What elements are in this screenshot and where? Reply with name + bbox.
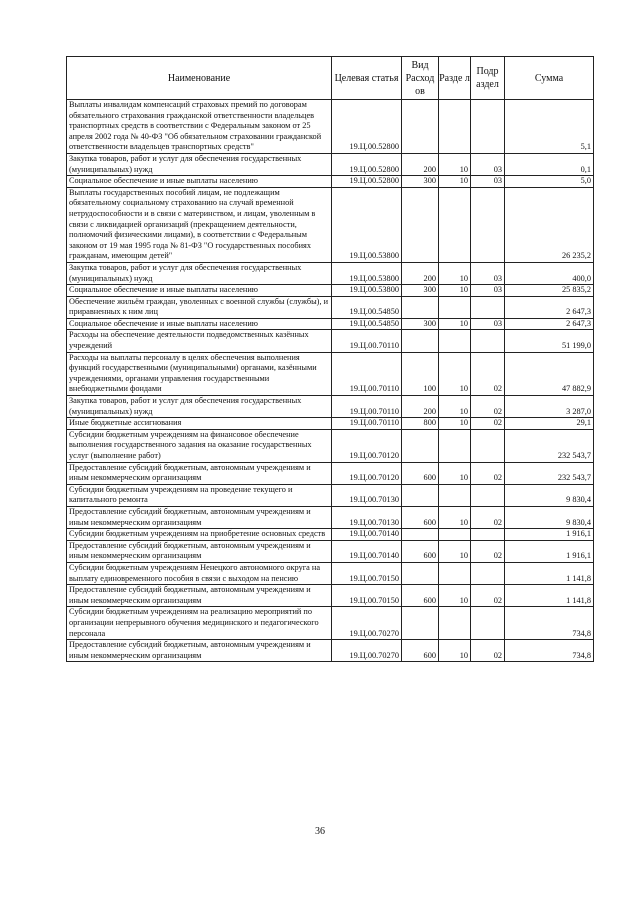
- row-sum: 26 235,2: [505, 187, 594, 262]
- row-target-article: 19.Ц.00.52800: [332, 153, 402, 175]
- row-name: Закупка товаров, работ и услуг для обеспечения государственных (муниципальных) нужд: [67, 153, 332, 175]
- table-header-row: [67, 57, 594, 100]
- row-subsection: 02: [471, 640, 505, 662]
- row-name: Предоставление субсидий бюджетным, автономным учреждениям и иным некоммерческим организациям: [67, 462, 332, 484]
- row-subsection: [471, 484, 505, 506]
- row-sum: 1 916,1: [505, 529, 594, 541]
- row-subsection: 03: [471, 176, 505, 188]
- row-expense-type: [402, 296, 439, 318]
- row-section: [439, 562, 471, 584]
- row-name: Предоставление субсидий бюджетным, автономным учреждениям и иным некоммерческим организациям: [67, 585, 332, 607]
- row-subsection: [471, 330, 505, 352]
- row-expense-type: [402, 562, 439, 584]
- row-expense-type: [402, 607, 439, 640]
- row-expense-type: 300: [402, 176, 439, 188]
- row-subsection: 02: [471, 585, 505, 607]
- row-target-article: 19.Ц.00.54850: [332, 318, 402, 330]
- row-section: [439, 187, 471, 262]
- row-target-article: 19.Ц.00.70140: [332, 529, 402, 541]
- row-section: [439, 429, 471, 462]
- row-sum: 9 830,4: [505, 506, 594, 528]
- row-section: [439, 330, 471, 352]
- row-target-article: 19.Ц.00.70130: [332, 484, 402, 506]
- row-subsection: 02: [471, 462, 505, 484]
- page-number: 36: [315, 826, 325, 837]
- row-section: 10: [439, 262, 471, 284]
- row-target-article: 19.Ц.00.53800: [332, 285, 402, 297]
- row-sum: 51 199,0: [505, 330, 594, 352]
- row-expense-type: 100: [402, 352, 439, 395]
- row-expense-type: 300: [402, 318, 439, 330]
- table-row: [67, 153, 594, 175]
- row-section: 10: [439, 506, 471, 528]
- row-section: 10: [439, 153, 471, 175]
- row-expense-type: 200: [402, 396, 439, 418]
- table-row: [67, 330, 594, 352]
- row-subsection: 02: [471, 540, 505, 562]
- budget-table: [66, 56, 594, 662]
- row-name: Субсидии бюджетным учреждениям на реализацию мероприятий по организации непрерывного обучения медицинского и педагогического персонала: [67, 607, 332, 640]
- row-target-article: 19.Ц.00.70140: [332, 540, 402, 562]
- row-expense-type: 600: [402, 540, 439, 562]
- table-row: [67, 506, 594, 528]
- row-name: Предоставление субсидий бюджетным, автономным учреждениям и иным некоммерческим организациям: [67, 640, 332, 662]
- row-expense-type: 200: [402, 262, 439, 284]
- header-target-article: Целевая статья: [332, 57, 402, 100]
- row-sum: 29,1: [505, 418, 594, 430]
- row-target-article: 19.Ц.00.70110: [332, 330, 402, 352]
- row-name: Иные бюджетные ассигнования: [67, 418, 332, 430]
- row-expense-type: 600: [402, 640, 439, 662]
- row-section: 10: [439, 396, 471, 418]
- table-row: [67, 285, 594, 297]
- row-name: Субсидии бюджетным учреждениям на финансовое обеспечение выполнения государственного задания на оказание государственных услуг (выполнение работ): [67, 429, 332, 462]
- row-name: Предоставление субсидий бюджетным, автономным учреждениям и иным некоммерческим организациям: [67, 506, 332, 528]
- table-row: [67, 187, 594, 262]
- row-section: 10: [439, 540, 471, 562]
- row-subsection: 02: [471, 418, 505, 430]
- row-name: Закупка товаров, работ и услуг для обеспечения государственных (муниципальных) нужд: [67, 262, 332, 284]
- row-section: 10: [439, 285, 471, 297]
- row-sum: 734,8: [505, 607, 594, 640]
- row-section: [439, 296, 471, 318]
- row-name: Выплаты государственных пособий лицам, не подлежащим обязательному социальному страхованию на случай временной нетрудоспособности и в связи с материнством, и лицам, уволенным в связи с ликвидацией организаций (прекращением деятельности, полномочий физическими лицами), в соответствии с Федеральным законом от 19 мая 1995 года № 81-ФЗ "О государственных пособиях гражданам, имеющим детей": [67, 187, 332, 262]
- row-name: Субсидии бюджетным учреждениям Ненецкого автономного округа на выплату единовременного пособия в связи с выходом на пенсию: [67, 562, 332, 584]
- row-subsection: 03: [471, 262, 505, 284]
- row-name: Выплаты инвалидам компенсаций страховых премий по договорам обязательного страхования гражданской ответственности владельцев транспортных средств в соответствии с Федеральным законом от 25 апреля 2002 года № 40-ФЗ "Об обязательном страховании гражданской ответственности владельцев транспортных средств": [67, 100, 332, 154]
- row-section: 10: [439, 176, 471, 188]
- table-row: [67, 262, 594, 284]
- row-subsection: [471, 529, 505, 541]
- row-sum: 0,1: [505, 153, 594, 175]
- row-expense-type: 200: [402, 153, 439, 175]
- table-row: [67, 429, 594, 462]
- row-target-article: 19.Ц.00.52800: [332, 176, 402, 188]
- row-subsection: [471, 100, 505, 154]
- row-section: 10: [439, 318, 471, 330]
- row-target-article: 19.Ц.00.53800: [332, 187, 402, 262]
- row-subsection: 03: [471, 318, 505, 330]
- row-expense-type: 600: [402, 462, 439, 484]
- table-row: [67, 176, 594, 188]
- row-sum: 9 830,4: [505, 484, 594, 506]
- row-expense-type: [402, 529, 439, 541]
- row-sum: 25 835,2: [505, 285, 594, 297]
- row-subsection: [471, 562, 505, 584]
- row-section: 10: [439, 352, 471, 395]
- row-expense-type: 600: [402, 585, 439, 607]
- row-subsection: 03: [471, 153, 505, 175]
- row-target-article: 19.Ц.00.70110: [332, 418, 402, 430]
- row-sum: 5,1: [505, 100, 594, 154]
- row-expense-type: 300: [402, 285, 439, 297]
- row-section: 10: [439, 640, 471, 662]
- header-section: Разде л: [439, 57, 471, 100]
- row-sum: 2 647,3: [505, 296, 594, 318]
- row-target-article: 19.Ц.00.70150: [332, 585, 402, 607]
- row-section: [439, 484, 471, 506]
- table-row: [67, 100, 594, 154]
- row-target-article: 19.Ц.00.70270: [332, 607, 402, 640]
- table-row: [67, 396, 594, 418]
- header-subsection: Подр аздел: [471, 57, 505, 100]
- row-target-article: 19.Ц.00.54850: [332, 296, 402, 318]
- row-subsection: [471, 429, 505, 462]
- row-target-article: 19.Ц.00.70110: [332, 396, 402, 418]
- row-name: Расходы на обеспечение деятельности подведомственных казённых учреждений: [67, 330, 332, 352]
- table-row: [67, 462, 594, 484]
- row-subsection: 02: [471, 352, 505, 395]
- row-name: Расходы на выплаты персоналу в целях обеспечения выполнения функций государственными (муниципальными) органами, казёнными учреждениями, органами управления государственными внебюджетными фондами: [67, 352, 332, 395]
- row-name: Социальное обеспечение и иные выплаты населению: [67, 318, 332, 330]
- row-name: Субсидии бюджетным учреждениям на проведение текущего и капитального ремонта: [67, 484, 332, 506]
- table-row: [67, 418, 594, 430]
- row-subsection: [471, 296, 505, 318]
- row-sum: 1 141,8: [505, 562, 594, 584]
- table-row: [67, 562, 594, 584]
- table-row: [67, 352, 594, 395]
- row-sum: 1 916,1: [505, 540, 594, 562]
- row-expense-type: [402, 429, 439, 462]
- table-row: [67, 296, 594, 318]
- row-subsection: 02: [471, 506, 505, 528]
- row-expense-type: 600: [402, 506, 439, 528]
- row-target-article: 19.Ц.00.70270: [332, 640, 402, 662]
- row-name: Закупка товаров, работ и услуг для обеспечения государственных (муниципальных) нужд: [67, 396, 332, 418]
- row-section: [439, 607, 471, 640]
- row-target-article: 19.Ц.00.52800: [332, 100, 402, 154]
- row-sum: 47 882,9: [505, 352, 594, 395]
- header-name: Наименование: [67, 57, 332, 100]
- row-target-article: 19.Ц.00.53800: [332, 262, 402, 284]
- table-row: [67, 484, 594, 506]
- row-name: Социальное обеспечение и иные выплаты населению: [67, 285, 332, 297]
- table-row: [67, 540, 594, 562]
- table-row: [67, 585, 594, 607]
- row-sum: 400,0: [505, 262, 594, 284]
- row-name: Социальное обеспечение и иные выплаты населению: [67, 176, 332, 188]
- row-name: Субсидии бюджетным учреждениям на приобретение основных средств: [67, 529, 332, 541]
- row-sum: 5,0: [505, 176, 594, 188]
- row-sum: 2 647,3: [505, 318, 594, 330]
- row-name: Обеспечение жильём граждан, уволенных с военной службы (службы), и приравненных к ним лиц: [67, 296, 332, 318]
- header-sum: Сумма: [505, 57, 594, 100]
- row-expense-type: [402, 100, 439, 154]
- table-row: [67, 318, 594, 330]
- table-row: [67, 640, 594, 662]
- row-subsection: [471, 607, 505, 640]
- row-section: [439, 529, 471, 541]
- row-target-article: 19.Ц.00.70150: [332, 562, 402, 584]
- row-target-article: 19.Ц.00.70120: [332, 429, 402, 462]
- table-row: [67, 529, 594, 541]
- row-expense-type: [402, 484, 439, 506]
- row-subsection: [471, 187, 505, 262]
- row-expense-type: 800: [402, 418, 439, 430]
- row-section: 10: [439, 585, 471, 607]
- row-name: Предоставление субсидий бюджетным, автономным учреждениям и иным некоммерческим организациям: [67, 540, 332, 562]
- row-sum: 232 543,7: [505, 429, 594, 462]
- row-sum: 1 141,8: [505, 585, 594, 607]
- header-expense-type: Вид Расход ов: [402, 57, 439, 100]
- row-target-article: 19.Ц.00.70120: [332, 462, 402, 484]
- row-section: [439, 100, 471, 154]
- row-section: 10: [439, 462, 471, 484]
- row-subsection: 03: [471, 285, 505, 297]
- row-sum: 734,8: [505, 640, 594, 662]
- row-expense-type: [402, 330, 439, 352]
- row-section: 10: [439, 418, 471, 430]
- row-target-article: 19.Ц.00.70130: [332, 506, 402, 528]
- table-row: [67, 607, 594, 640]
- row-expense-type: [402, 187, 439, 262]
- row-target-article: 19.Ц.00.70110: [332, 352, 402, 395]
- row-sum: 3 287,0: [505, 396, 594, 418]
- row-sum: 232 543,7: [505, 462, 594, 484]
- row-subsection: 02: [471, 396, 505, 418]
